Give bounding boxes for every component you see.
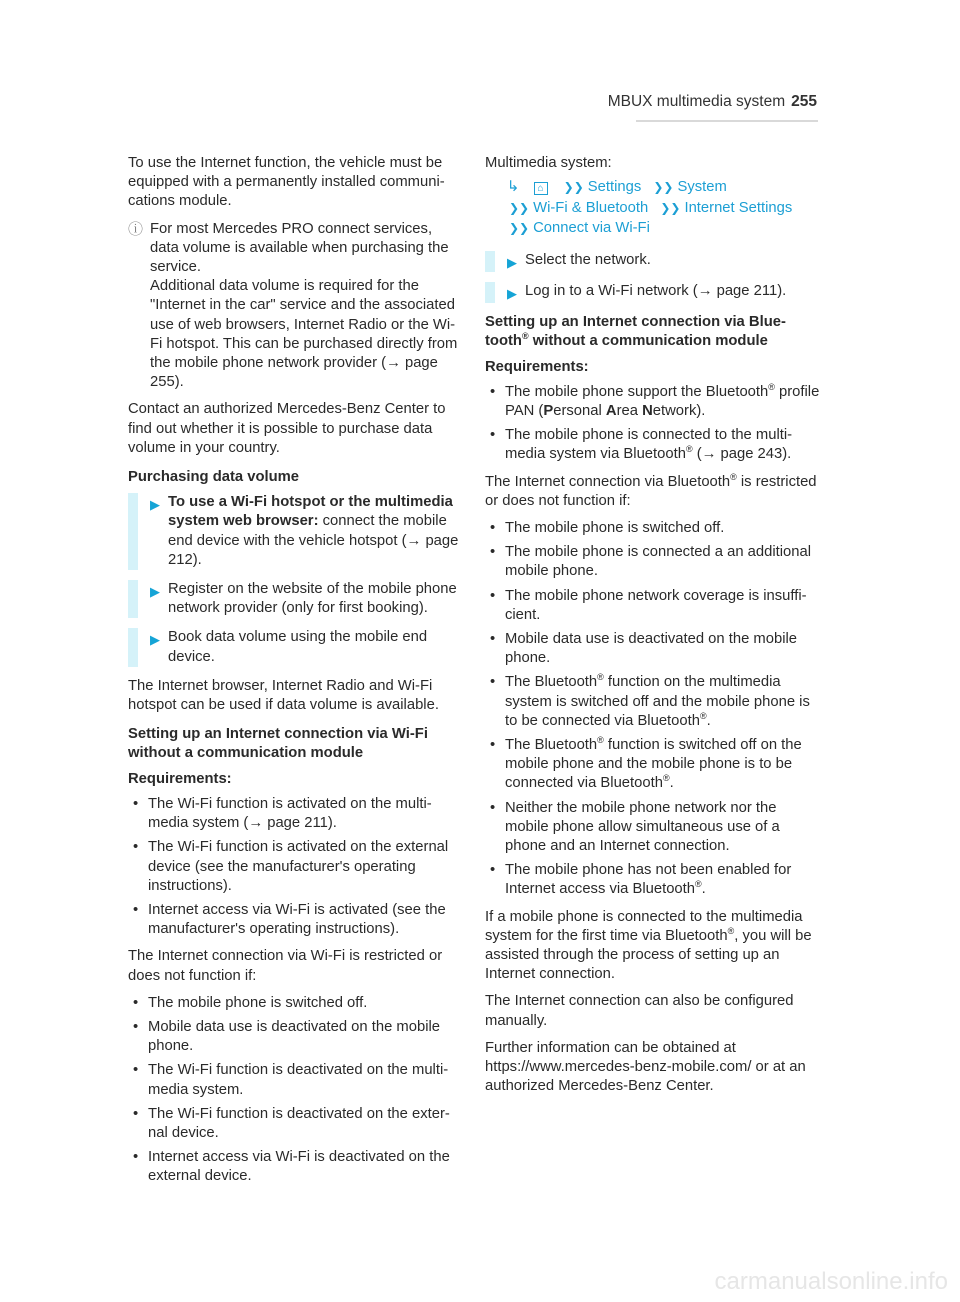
list-item: • The Wi-Fi function is activated on the external device (see the manufacturer's operating instructions). bbox=[128, 838, 460, 896]
requirements-heading: Requirements: bbox=[485, 358, 589, 375]
list-item: • The Wi-Fi function is deactivated on the external device. bbox=[128, 1105, 460, 1143]
list-item: • The mobile phone network coverage is insufficient. bbox=[485, 587, 820, 625]
header-divider bbox=[636, 120, 818, 122]
action-arrow-icon: ▶ bbox=[150, 632, 160, 648]
action-arrow-icon: ▶ bbox=[150, 497, 160, 513]
list-item: • The mobile phone is connected a an additional mobile phone. bbox=[485, 543, 820, 581]
menu-system[interactable]: System bbox=[677, 179, 727, 196]
section-title: MBUX multimedia system bbox=[607, 93, 786, 110]
menu-path bbox=[485, 177, 820, 239]
requirements-list bbox=[128, 795, 460, 939]
bt-restricted-paragraph: The Internet connection via Bluetooth® is restricted or does not function if: bbox=[485, 471, 817, 509]
home-icon[interactable]: ⌂ bbox=[534, 182, 548, 195]
page-reference-link[interactable]: → page 211 bbox=[697, 282, 778, 299]
bluetooth-heading: Setting up an Internet connection via Bluetooth® without a communication module bbox=[485, 314, 786, 350]
list-item: • Neither the mobile phone network nor the mobile phone allow simultaneous use of a phone and an Internet connection. bbox=[485, 799, 820, 857]
menu-settings[interactable]: Settings bbox=[587, 179, 642, 196]
multimedia-label: Multimedia system: bbox=[485, 155, 612, 171]
intro-paragraph: To use the Internet function, the vehicle must be equipped with a permanently installed communications module. bbox=[128, 155, 445, 210]
left-column bbox=[128, 154, 460, 1195]
double-chevron-icon: ❯❯ bbox=[509, 221, 530, 236]
action-step: ▶ Book data volume using the mobile end device. bbox=[128, 628, 460, 666]
restrictions-list bbox=[128, 994, 460, 1187]
list-item: • Mobile data use is deactivated on the mobile phone. bbox=[128, 1018, 460, 1056]
bt-requirements-list bbox=[485, 383, 820, 465]
action-arrow-icon: ▶ bbox=[150, 584, 160, 600]
list-item: • Mobile data use is deactivated on the mobile phone. bbox=[485, 630, 820, 668]
action-step: ▶ Log in to a Wi-Fi network (→ page 211). bbox=[485, 282, 820, 303]
first-time-paragraph: If a mobile phone is connected to the multimedia system for the first time via Bluetooth®, you will be assisted through the process of setting up an Internet connection. bbox=[485, 908, 812, 983]
watermark: carmanualsonline.info bbox=[714, 1268, 948, 1295]
running-header bbox=[608, 93, 817, 111]
contact-paragraph: Contact an authorized Mercedes-Benz Center to find out whether it is possible to purchase data volume in your country. bbox=[128, 401, 446, 456]
action-arrow-icon: ▶ bbox=[507, 285, 517, 301]
list-item: • The mobile phone is switched off. bbox=[128, 994, 460, 1013]
page-reference-link[interactable]: → page 243 bbox=[701, 446, 783, 463]
double-chevron-icon: ❯❯ bbox=[509, 200, 530, 215]
return-arrow-icon: ↳ bbox=[507, 179, 520, 196]
list-item: • The mobile phone is connected to the multimedia system via Bluetooth® (→ page 243). bbox=[485, 426, 820, 464]
wifi-heading: Setting up an Internet connection via Wi-Fi without a communication module bbox=[128, 726, 428, 762]
page-number: 255 bbox=[791, 93, 817, 110]
page-reference-link[interactable]: → page 211 bbox=[248, 815, 328, 832]
action-arrow-icon: ▶ bbox=[507, 254, 517, 270]
browser-note: The Internet browser, Internet Radio and Wi-Fi hotspot can be used if data volume is available. bbox=[128, 677, 439, 714]
list-item: • The mobile phone is switched off. bbox=[485, 519, 820, 538]
double-chevron-icon: ❯❯ bbox=[653, 180, 674, 195]
note-line-2: Additional data volume is required for the "Internet in the car" service and the associated use of web browsers, Internet Radio or the Wi-Fi hotspot. This can be purchased directly from the mobile phone network provider (→ page 255). bbox=[150, 278, 458, 391]
action-step: ▶ Select the network. bbox=[485, 251, 820, 272]
info-icon: ⓘ bbox=[128, 220, 144, 238]
bt-restrictions-list bbox=[485, 519, 820, 900]
action-step: ▶ Register on the website of the mobile phone network provider (only for first booking). bbox=[128, 580, 460, 618]
list-item: • The Wi-Fi function is deactivated on the multimedia system. bbox=[128, 1061, 460, 1099]
list-item: • The mobile phone has not been enabled for Internet access via Bluetooth®. bbox=[485, 861, 820, 899]
note-line-1: For most Mercedes PRO connect services, data volume is available when purchasing the service. bbox=[150, 220, 449, 276]
double-chevron-icon: ❯❯ bbox=[660, 200, 681, 215]
requirements-heading: Requirements: bbox=[128, 770, 232, 787]
list-item: • The mobile phone support the Bluetooth® profile PAN (Personal Area Network). bbox=[485, 383, 820, 421]
manual-paragraph: The Internet connection can also be configured manually. bbox=[485, 993, 794, 1029]
list-item: • The Bluetooth® function on the multimedia system is switched off and the mobile phone is to be connected via Bluetooth®. bbox=[485, 673, 820, 731]
list-item: • The Bluetooth® function is switched off on the mobile phone and the mobile phone is to be connected via Bluetooth®. bbox=[485, 736, 820, 794]
further-info-paragraph: Further information can be obtained at https://www.mercedes-benz-mobile.com/ or at an authorized Mercedes-Benz Center. bbox=[485, 1039, 806, 1095]
right-column bbox=[485, 154, 820, 1104]
purchasing-heading: Purchasing data volume bbox=[128, 469, 300, 486]
action-step: ▶ To use a Wi-Fi hotspot or the multimedia system web browser: connect the mobile end device with the vehicle hotspot (→ page 212). bbox=[128, 493, 460, 570]
list-item: • The Wi-Fi function is activated on the multimedia system (→ page 211). bbox=[128, 795, 460, 833]
menu-internet-settings[interactable]: Internet Settings bbox=[684, 199, 793, 216]
list-item: • Internet access via Wi-Fi is activated (see the manufacturer's operating instructions). bbox=[128, 901, 460, 939]
info-note bbox=[128, 220, 460, 393]
page-reference-link[interactable]: → page 212 bbox=[168, 532, 459, 568]
restricted-paragraph: The Internet connection via Wi-Fi is restricted or does not function if: bbox=[128, 948, 443, 984]
list-item: • Internet access via Wi-Fi is deactivated on the external device. bbox=[128, 1148, 460, 1186]
menu-wifi-bluetooth[interactable]: Wi-Fi & Bluetooth bbox=[533, 199, 649, 216]
double-chevron-icon: ❯❯ bbox=[563, 180, 584, 195]
page-reference-link[interactable]: → page 255 bbox=[150, 355, 438, 391]
menu-connect-via-wifi[interactable]: Connect via Wi-Fi bbox=[533, 220, 650, 237]
